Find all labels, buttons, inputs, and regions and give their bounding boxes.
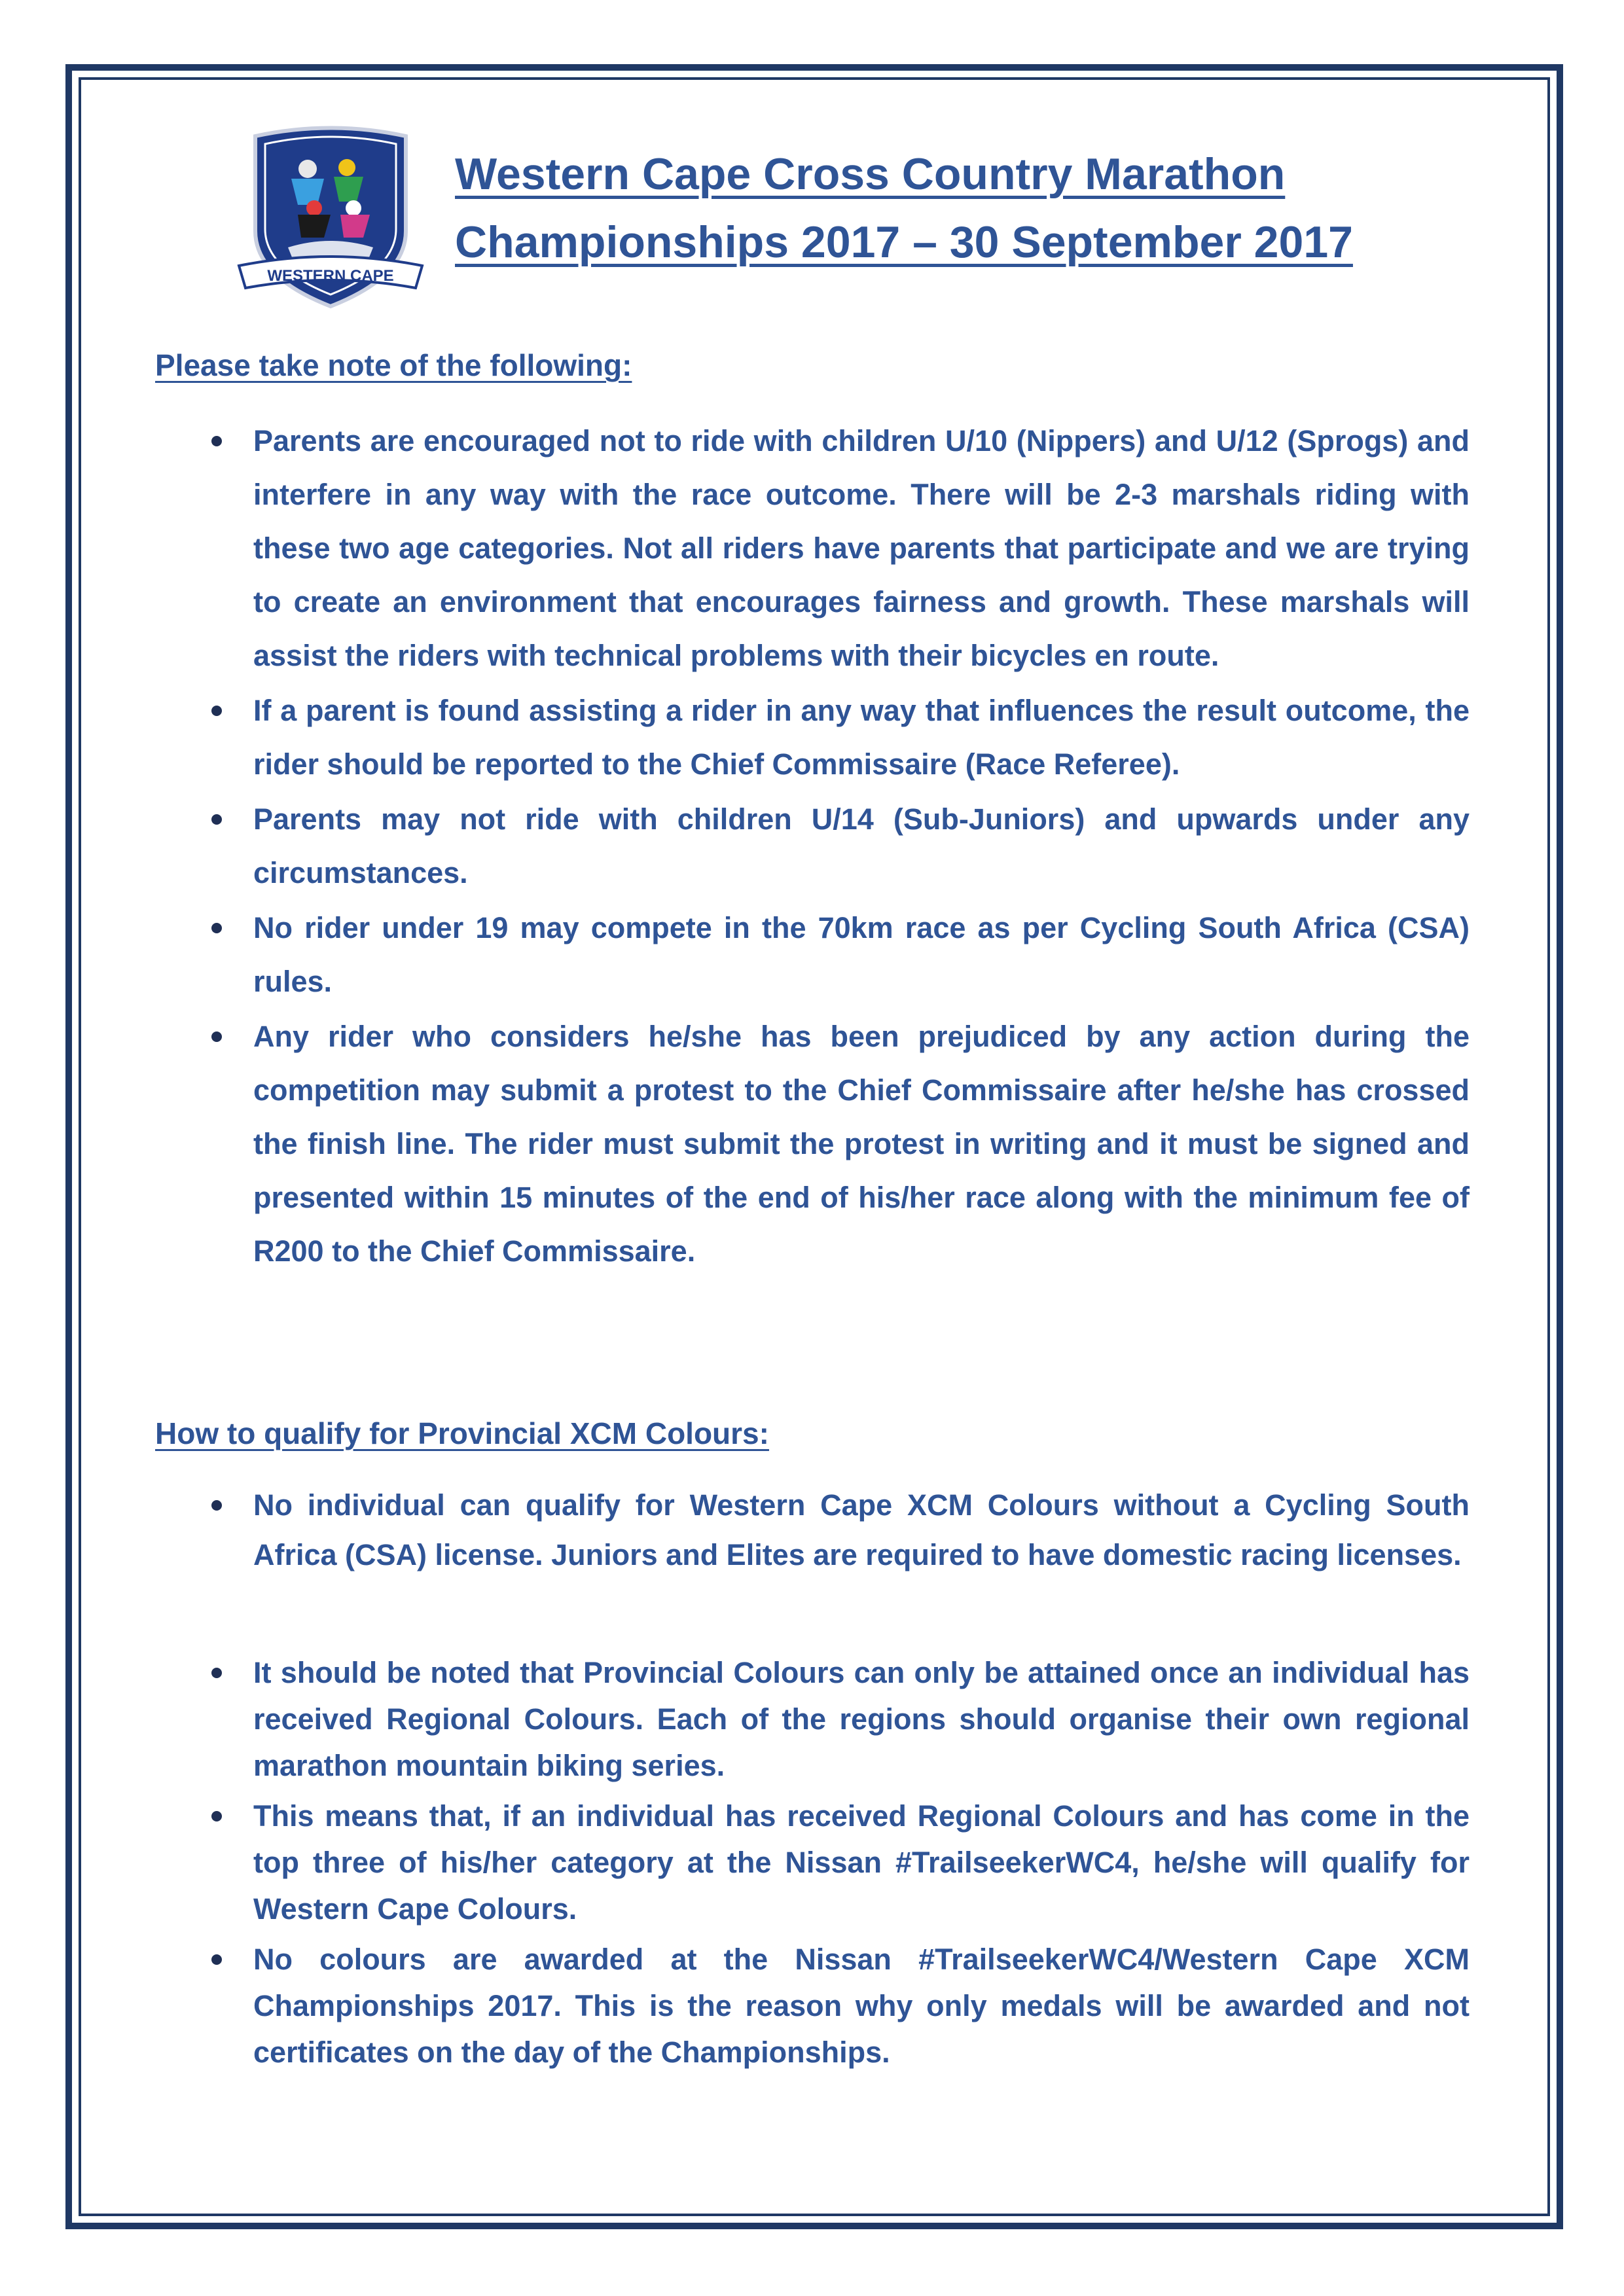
list-item	[253, 1480, 1470, 1580]
bullet-icon	[211, 923, 222, 933]
bullet-icon	[211, 706, 222, 716]
bullet-icon	[211, 1668, 222, 1678]
title-line-2: Championships 2017 – 30 September 2017	[455, 217, 1353, 267]
list-item-text: If a parent is found assisting a rider in any way that influences the result outcome, the rider should be reported to the Chief Commissaire (Race Referee).	[253, 694, 1470, 781]
list-item-text: Any rider who considers he/she has been prejudiced by any action during the competition may submit a protest to the Chief Commissaire after he/she has crossed the finish line. The rider must submit the protest in writing and it must be signed and presented within 15 minutes of the end of his/her race along with the minimum fee of R200 to the Chief Commissaire.	[253, 1020, 1470, 1268]
bullet-icon	[211, 1811, 222, 1821]
bullet-icon	[211, 1031, 222, 1042]
list-item	[253, 1649, 1470, 1789]
list-item	[253, 414, 1470, 683]
bullet-icon	[211, 814, 222, 825]
colours-list-b	[253, 1649, 1470, 2079]
title-line-1: Western Cape Cross Country Marathon	[455, 149, 1286, 199]
list-item-text: This means that, if an individual has received Regional Colours and has come in the top three of his/her category at the Nissan #TrailseekerWC4, he/she will qualify for Western Cape Colours.	[253, 1799, 1470, 1926]
list-item	[253, 901, 1470, 1009]
list-item-text: Parents are encouraged not to ride with children U/10 (Nippers) and U/12 (Sprogs) and interfere in any way with the race outcome. There will be 2-3 marshals riding with these two age categories. Not all riders have parents that participate and we are trying to create an environment that encourages fairness and growth. These marshals will assist the riders with technical problems with their bicycles en route.	[253, 424, 1470, 672]
bullet-icon	[211, 436, 222, 446]
colours-list-a	[253, 1480, 1470, 1583]
notes-list	[253, 414, 1470, 1280]
section-heading-colours: How to qualify for Provincial XCM Colours:	[155, 1416, 769, 1450]
list-item	[253, 684, 1470, 791]
list-item	[253, 1936, 1470, 2075]
section-heading-notes: Please take note of the following:	[155, 348, 632, 382]
list-item-text: Parents may not ride with children U/14 (Sub-Juniors) and upwards under any circumstances.	[253, 802, 1470, 889]
list-item-text: No individual can qualify for Western Cape XCM Colours without a Cycling South Africa (CSA) license. Juniors and Elites are required to have domestic racing licenses.	[253, 1488, 1470, 1571]
logo-text: WESTERN CAPE	[267, 267, 394, 285]
western-cape-crest-icon	[236, 117, 425, 326]
list-item	[253, 793, 1470, 900]
bullet-icon	[211, 1500, 222, 1511]
list-item	[253, 1010, 1470, 1278]
list-item	[253, 1793, 1470, 1932]
list-item-text: It should be noted that Provincial Colours can only be attained once an individual has received Regional Colours. Each of the regions should organise their own regional marathon mountain biking series.	[253, 1656, 1470, 1782]
bullet-icon	[211, 1954, 222, 1965]
list-item-text: No colours are awarded at the Nissan #TrailseekerWC4/Western Cape XCM Championships 2017. This is the reason why only medals will be awarded and not certificates on the day of the Championships.	[253, 1943, 1470, 2069]
list-item-text: No rider under 19 may compete in the 70km race as per Cycling South Africa (CSA) rules.	[253, 911, 1470, 998]
document-title	[455, 140, 1502, 276]
